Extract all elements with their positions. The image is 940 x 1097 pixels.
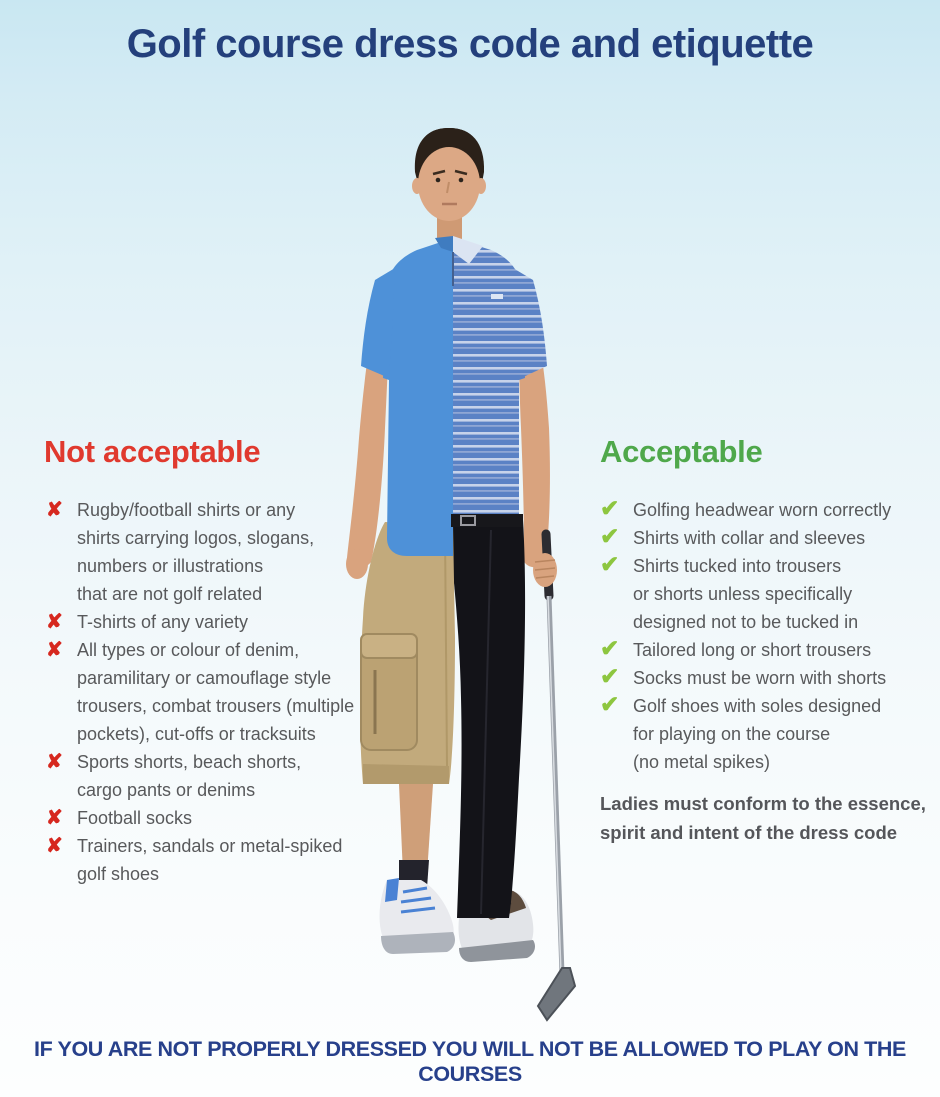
list-item bbox=[44, 804, 384, 832]
list-item bbox=[600, 552, 934, 636]
list-item bbox=[44, 636, 384, 748]
item-line: Rugby/football shirts or any bbox=[77, 500, 296, 520]
list-item bbox=[600, 636, 934, 664]
item-line: T-shirts of any variety bbox=[77, 612, 249, 632]
acceptable-list bbox=[600, 496, 934, 776]
item-line: cargo pants or denims bbox=[77, 780, 256, 800]
torso bbox=[361, 236, 547, 556]
item-line: Shirts tucked into trousers bbox=[633, 556, 842, 576]
cross-icon: ✘ bbox=[46, 639, 63, 661]
bottom-warning-banner: IF YOU ARE NOT PROPERLY DRESSED YOU WILL NOT BE ALLOWED TO PLAY ON THE COURSES bbox=[34, 1037, 906, 1086]
item-line: Golf shoes with soles designed bbox=[633, 696, 882, 716]
list-item bbox=[44, 496, 384, 608]
item-line: (no metal spikes) bbox=[633, 752, 771, 772]
item-line: or shorts unless specifically bbox=[633, 584, 853, 604]
cross-icon: ✘ bbox=[46, 751, 63, 773]
club-head bbox=[538, 968, 575, 1020]
cross-icon: ✘ bbox=[46, 499, 63, 521]
cross-icon: ✘ bbox=[46, 807, 63, 829]
golf-club bbox=[538, 534, 575, 1020]
item-line: shirts carrying logos, slogans, bbox=[77, 528, 315, 548]
item-line: Golfing headwear worn correctly bbox=[633, 500, 892, 520]
trainer-shoe bbox=[380, 878, 455, 954]
note-line: spirit and intent of the dress code bbox=[600, 822, 898, 843]
not-acceptable-heading: Not acceptable bbox=[44, 434, 261, 469]
not-acceptable-list bbox=[44, 496, 384, 888]
black-trousers bbox=[449, 520, 525, 918]
list-item bbox=[44, 748, 384, 804]
item-line: Sports shorts, beach shorts, bbox=[77, 752, 302, 772]
check-icon: ✔ bbox=[600, 691, 620, 717]
right-hand bbox=[533, 553, 557, 587]
not-acceptable-column bbox=[44, 434, 384, 888]
shirt-logo bbox=[491, 294, 503, 299]
item-line: pockets), cut-offs or tracksuits bbox=[77, 724, 316, 744]
check-icon: ✔ bbox=[600, 495, 620, 521]
acceptable-heading: Acceptable bbox=[600, 434, 763, 469]
cross-icon: ✘ bbox=[46, 835, 63, 857]
list-item bbox=[600, 524, 934, 552]
item-line: designed not to be tucked in bbox=[633, 612, 859, 632]
list-item bbox=[44, 608, 384, 636]
item-line: Socks must be worn with shorts bbox=[633, 668, 887, 688]
item-line: All types or colour of denim, bbox=[77, 640, 300, 660]
item-line: numbers or illustrations bbox=[77, 556, 264, 576]
list-item bbox=[600, 496, 934, 524]
check-icon: ✔ bbox=[600, 523, 620, 549]
item-line: trousers, combat trousers (multiple bbox=[77, 696, 355, 716]
list-item bbox=[600, 664, 934, 692]
item-line: Trainers, sandals or metal-spiked bbox=[77, 836, 343, 856]
note-line: Ladies must conform to the essence, bbox=[600, 793, 926, 814]
item-line: Shirts with collar and sleeves bbox=[633, 528, 866, 548]
ladies-note bbox=[600, 789, 934, 847]
check-icon: ✔ bbox=[600, 551, 620, 577]
check-icon: ✔ bbox=[600, 635, 620, 661]
check-icon: ✔ bbox=[600, 663, 620, 689]
item-line: for playing on the course bbox=[633, 724, 831, 744]
item-line: Football socks bbox=[77, 808, 193, 828]
item-line: paramilitary or camouflage style bbox=[77, 668, 332, 688]
left-leg bbox=[380, 784, 455, 954]
item-line: golf shoes bbox=[77, 864, 160, 884]
item-line: that are not golf related bbox=[77, 584, 263, 604]
cross-icon: ✘ bbox=[46, 611, 63, 633]
club-shaft bbox=[549, 596, 562, 974]
left-sleeve bbox=[361, 268, 395, 378]
list-item bbox=[44, 832, 384, 888]
item-line: Tailored long or short trousers bbox=[633, 640, 872, 660]
head bbox=[412, 128, 486, 242]
list-item bbox=[600, 692, 934, 776]
acceptable-column bbox=[600, 434, 934, 847]
page-title: Golf course dress code and etiquette bbox=[126, 22, 814, 66]
